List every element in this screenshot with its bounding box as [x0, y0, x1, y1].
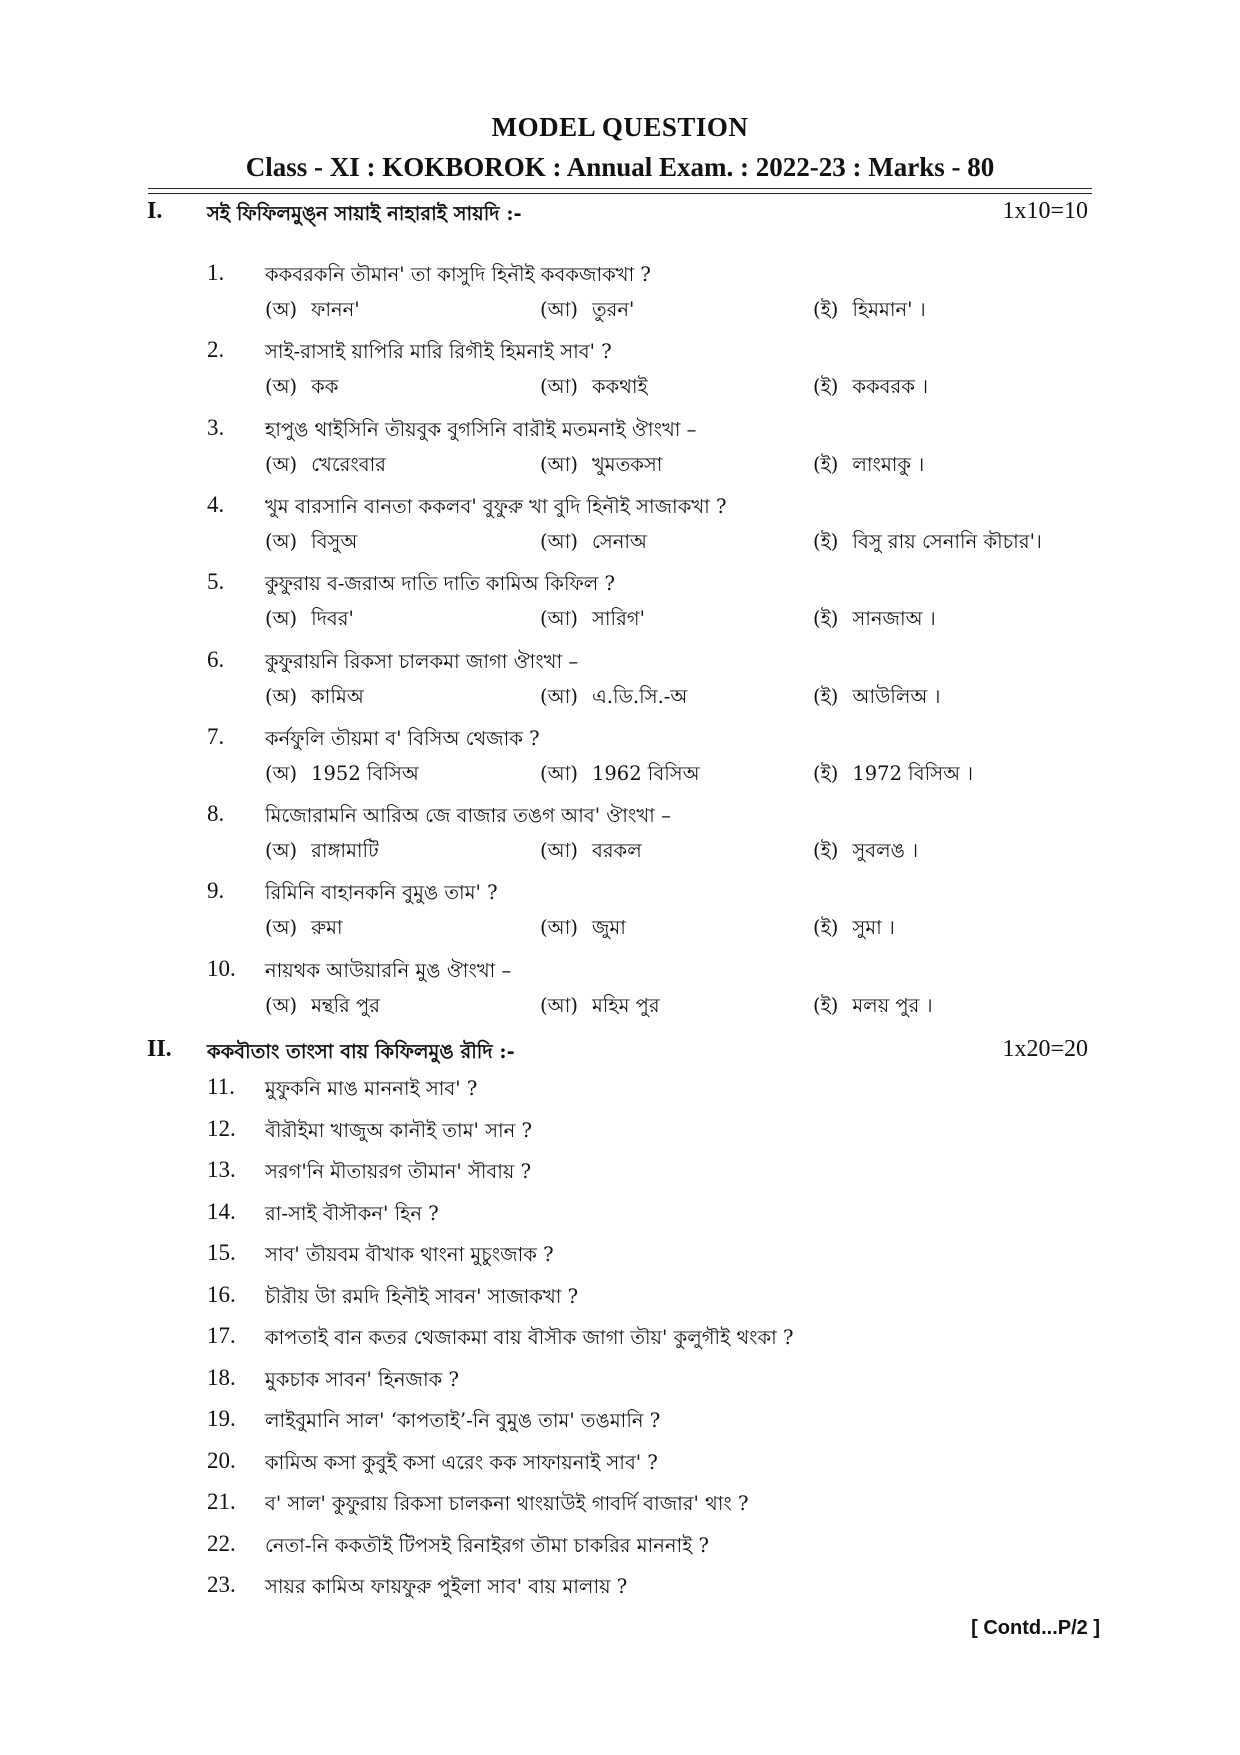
answer-option — [265, 837, 379, 869]
option-label: (অ) — [265, 529, 298, 553]
option-label: (অ) — [265, 839, 298, 863]
option-text: রাঙ্গামাটি — [311, 839, 379, 863]
answer-option — [813, 837, 918, 869]
option-label: (ই) — [813, 761, 839, 785]
question-number: 20. — [207, 1447, 236, 1473]
question-number: 16. — [207, 1281, 236, 1307]
option-text: 1972 বিসিঅ । — [852, 761, 974, 785]
option-text: কামিঅ — [311, 684, 364, 708]
option-label: (অ) — [265, 684, 298, 708]
option-label: (অ) — [265, 761, 298, 785]
question-text: হাপুঙ থাইসিনি তৗয়বুক বুগসিনি বারৗই মতমনাই ঔাংখা – — [265, 417, 697, 441]
option-label: (অ) — [265, 375, 298, 399]
answer-option — [540, 683, 687, 715]
option-label: (ই) — [813, 298, 839, 321]
section-title: সই ফিফিলমুঙ্ন সায়াই নাহারাই সায়দি :- — [207, 202, 522, 225]
question-text: সরগ'নি মৗতায়রগ তৗমান' সৗবায় ? — [265, 1160, 532, 1183]
option-label: (ই) — [813, 993, 839, 1017]
question-number: 3. — [207, 414, 225, 440]
question-text: খুম বারসানি বানতা ককলব' বুফুরু খা বুদি হিনৗই সাজাকখা ? — [265, 494, 727, 518]
question-number: 7. — [207, 723, 225, 749]
option-text: 1962 বিসিঅ — [591, 761, 700, 785]
answer-option — [265, 296, 360, 328]
question-text: চৗরৗয় উা রমদি হিনৗই সাবন' সাজাকখা ? — [265, 1284, 579, 1308]
option-text: ককথাই — [591, 375, 648, 399]
question-text: ব' সাল' কুফুরায় রিকসা চালকনা থাংয়াউই গাবর্দি বাজার' থাং ? — [265, 1492, 749, 1515]
question-text: সাব' তৗয়বম বৗখাক থাংনা মুচুংজাক ? — [265, 1243, 554, 1266]
answer-option — [265, 528, 357, 560]
answer-option — [540, 992, 660, 1024]
option-text: সেনাঅ — [591, 529, 647, 553]
option-text: সুমা । — [852, 916, 895, 940]
option-label: (ই) — [813, 607, 839, 631]
option-label: (আ) — [540, 375, 578, 399]
question-number: 6. — [207, 646, 225, 672]
question-text: রা-সাই বৗসৗকন' হিন ? — [265, 1201, 439, 1225]
answer-option — [813, 296, 926, 328]
option-label: (ই) — [813, 375, 839, 399]
option-text: বিসুঅ — [311, 529, 358, 553]
answer-option — [813, 914, 895, 946]
question-text: সায়র কামিঅ ফায়ফুরু পুইলা সাব' বায় মালায় ? — [265, 1575, 628, 1598]
option-label: (আ) — [540, 839, 578, 863]
option-label: (আ) — [540, 529, 578, 553]
option-label: (অ) — [265, 298, 298, 321]
answer-option — [813, 451, 924, 483]
section-number: II. — [147, 1036, 172, 1062]
question-text: বৗরৗইমা খাজুঅ কানৗই তাম' সান ? — [265, 1118, 532, 1142]
question-text: মিজোরামনি আরিঅ জে বাজার তঙগ আব' ঔাংখা – — [265, 804, 671, 828]
option-label: (অ) — [265, 993, 298, 1017]
question-text: কুফুরায়নি রিকসা চালকমা জাগা ঔাংখা – — [265, 649, 579, 673]
question-number: 23. — [207, 1572, 236, 1597]
option-text: ককবরক । — [852, 375, 929, 399]
answer-option — [540, 760, 700, 792]
question-number: 15. — [207, 1240, 236, 1265]
continued-note: [ Contd...P/2 ] — [971, 1617, 1100, 1639]
option-text: বরকল — [591, 839, 642, 863]
option-label: (আ) — [540, 761, 578, 785]
option-text: এ.ডি.সি.-অ — [591, 684, 688, 708]
question-number: 21. — [207, 1489, 236, 1514]
answer-option — [265, 914, 343, 946]
option-label: (ই) — [813, 529, 839, 553]
option-text: ফানন' — [311, 298, 360, 321]
option-text: সুবলঙ । — [852, 839, 919, 863]
answer-option — [540, 914, 626, 946]
option-label: (অ) — [265, 607, 298, 631]
question-text: রিমিনি বাহানকনি বুমুঙ তাম' ? — [265, 881, 498, 905]
option-text: তুরন' — [591, 298, 635, 321]
option-label: (আ) — [540, 607, 578, 631]
question-number: 14. — [207, 1198, 236, 1224]
question-number: 1. — [207, 260, 225, 285]
option-text: মহিম পুর — [591, 993, 660, 1017]
section-title: ককবৗতাং তাংসা বায় কিফিলমুঙ রৗদি :- — [207, 1040, 515, 1063]
option-text: সানজাঅ । — [852, 607, 936, 631]
question-number: 5. — [207, 569, 225, 595]
option-label: (আ) — [540, 684, 578, 708]
question-number: 22. — [207, 1530, 236, 1556]
answer-option — [265, 451, 386, 483]
option-text: কক — [311, 375, 339, 399]
section-marks: 1x10=10 — [1002, 198, 1088, 224]
question-number: 18. — [207, 1364, 236, 1390]
answer-option — [265, 760, 419, 792]
question-number: 13. — [207, 1157, 236, 1182]
option-label: (ই) — [813, 839, 839, 863]
question-text: নেতা-নি ককতৗই টিপসই রিনাইরগ তৗমা চাকরির মাননাই ? — [265, 1533, 709, 1557]
answer-option — [813, 683, 940, 715]
question-text: মুফুকনি মাঙ মাননাই সাব' ? — [265, 1077, 478, 1100]
section-marks: 1x20=20 — [1002, 1036, 1088, 1062]
option-text: মন্থরি পুর — [311, 993, 380, 1017]
question-text: কুফুরায় ব-জরাঅ দাতি দাতি কামিঅ কিফিল ? — [265, 572, 615, 596]
answer-option — [265, 992, 380, 1024]
answer-option — [813, 605, 936, 637]
option-label: (ই) — [813, 452, 839, 476]
answer-option — [265, 605, 354, 637]
option-text: খুমতকসা — [591, 452, 663, 476]
option-label: (অ) — [265, 452, 298, 476]
answer-option — [540, 296, 634, 328]
header-rule-top — [148, 188, 1092, 189]
answer-option — [813, 528, 1042, 560]
question-text: মুকচাক সাবন' হিনজাক ? — [265, 1367, 459, 1391]
option-label: (আ) — [540, 452, 578, 476]
question-number: 10. — [207, 955, 236, 981]
question-text: কর্নফুলি তৗয়মা ব' বিসিঅ থেজাক ? — [265, 726, 540, 750]
option-text: হিমমান' । — [852, 298, 926, 321]
page-title: MODEL QUESTION — [491, 112, 749, 142]
question-number: 19. — [207, 1406, 236, 1431]
question-text: সাই-রাসাই য়াপিরি মারি রিগৗই হিমনাই সাব' ? — [265, 340, 612, 364]
option-label: (অ) — [265, 916, 298, 940]
answer-option — [813, 373, 928, 405]
option-text: 1952 বিসিঅ — [311, 761, 419, 785]
option-label: (আ) — [540, 916, 578, 940]
option-text: সারিগ' — [591, 607, 645, 631]
answer-option — [540, 605, 645, 637]
question-number: 2. — [207, 337, 225, 363]
question-number: 12. — [207, 1115, 236, 1141]
question-number: 8. — [207, 801, 225, 827]
header-rule-bottom — [148, 193, 1092, 194]
option-text: বিসু রায় সেনানি কৗচার'। — [852, 529, 1042, 553]
exam-subtitle: Class - XI : KOKBOROK : Annual Exam. : 2022-23 : Marks - 80 — [245, 152, 995, 182]
option-label: (ই) — [813, 684, 839, 708]
question-text: লাইবুমানি সাল' ‘কাপতাই’-নি বুমুঙ তাম' তঙমানি ? — [265, 1409, 661, 1432]
question-text: কামিঅ কসা কুবুই কসা এরেং কক সাফায়নাই সাব' ? — [265, 1450, 658, 1474]
option-text: লাংমাকু । — [852, 452, 925, 476]
option-text: দিবর' — [311, 607, 354, 631]
option-text: খেরেংবার — [311, 452, 387, 476]
answer-option — [265, 683, 364, 715]
option-label: (আ) — [540, 298, 578, 321]
section-number: I. — [147, 198, 163, 224]
option-label: (আ) — [540, 993, 578, 1017]
option-text: রুমা — [311, 916, 343, 940]
answer-option — [813, 992, 933, 1024]
option-label: (ই) — [813, 916, 839, 940]
option-text: জুমা — [591, 916, 626, 940]
option-text: মলয় পুর । — [852, 993, 933, 1017]
question-text: ককবরকনি তৗমান' তা কাসুদি হিনৗই কবকজাকখা ? — [265, 263, 651, 286]
question-text: নায়থক আউয়ারনি মুঙ ঔাংখা – — [265, 958, 512, 982]
answer-option — [540, 528, 647, 560]
answer-option — [540, 837, 642, 869]
answer-option — [265, 373, 338, 405]
question-number: 17. — [207, 1323, 236, 1348]
question-text: কাপতাই বান কতর থেজাকমা বায় বৗসৗক জাগা তৗয়' কুলুগৗই থংকা ? — [265, 1326, 794, 1349]
answer-option — [540, 373, 648, 405]
question-number: 9. — [207, 878, 225, 904]
question-number: 4. — [207, 491, 225, 517]
answer-option — [813, 760, 973, 792]
question-number: 11. — [207, 1074, 235, 1099]
option-text: আউলিঅ । — [852, 684, 941, 708]
answer-option — [540, 451, 662, 483]
